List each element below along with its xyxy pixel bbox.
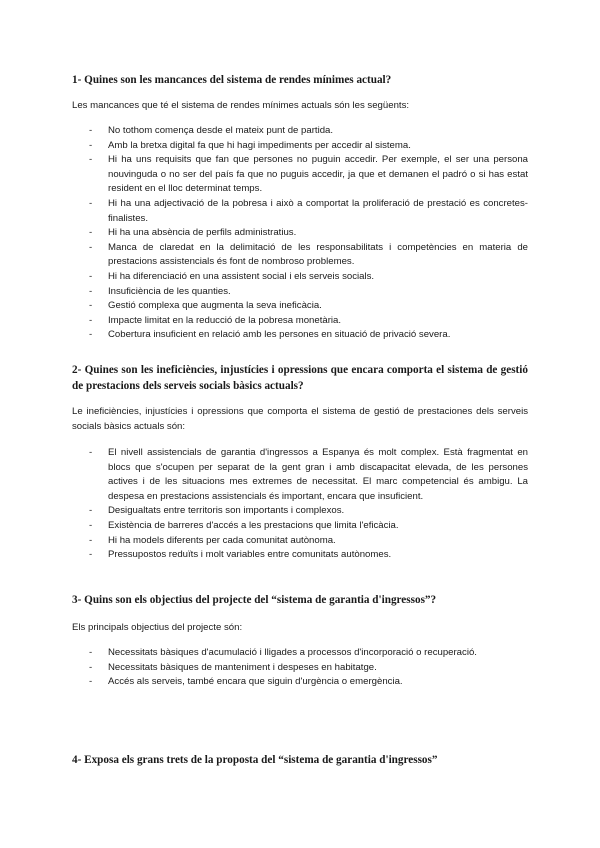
question-2-heading: 2- Quines son les ineficiències, injustícies i opressions que encara comporta el sistema de gestió de prestacions dels serveis socials bàsics actuals? xyxy=(72,364,528,392)
question-1-heading: 1- Quines son les mancances del sistema de rendes mínimes actual? xyxy=(72,74,392,86)
list-item: - Pressupostos reduïts i molt variables entre comunitats autònomes. xyxy=(89,549,392,561)
list-item: - Cobertura insuficient en relació amb les persones en situació de privació severa. xyxy=(89,329,451,341)
question-3-heading: 3- Quins son els objectius del projecte del “sistema de garantia d'ingressos”? xyxy=(72,594,437,606)
list-item: - Necessitats bàsiques de manteniment i despeses en habitatge. xyxy=(89,661,377,673)
list-item: - No tothom comença desde el mateix punt de partida. xyxy=(89,125,334,136)
list-item: - Amb la bretxa digital fa que hi hagi impediments per accedir al sistema. xyxy=(89,139,411,151)
list-item: - Accés als serveis, també encara que siguin d'urgència o emergència. xyxy=(89,676,403,688)
list-item: - Insuficiència de les quanties. xyxy=(89,285,231,297)
list-item: - Desigualtats entre territoris son importants i complexos. xyxy=(89,505,345,517)
section-2-intro: Le ineficiències, injustícies i opressions que comporta el sistema de gestió de prestaciones dels serveis socials bàsics actuals són: xyxy=(72,406,528,432)
list-item: - Hi ha una absència de perfils administratius. xyxy=(89,227,297,239)
section-3-intro: Els principals objectius del projecte són: xyxy=(72,622,243,633)
section-1-list xyxy=(72,124,528,343)
list-item: - El nivell assistencials de garantia d'ingressos a Espanya és molt complex. Està fragmentat en blocs que s'ocupen per separat de la gent gran i amb discapacitat elevada, de les persones actives i de les situacions mes extremes de necessitat. El marc competencial és ambigu. La despesa en prestacions assistencials és important, encara que insuficient. xyxy=(89,447,528,502)
list-item: - Hi ha diferenciació en una assistent social i els serveis socials. xyxy=(89,270,375,282)
list-item: - Hi ha uns requisits que fan que persones no puguin accedir. Per exemple, el ser una persona nouvinguda o no ser del país fa que no puguis accedir, ja que et demanen el padró o si has estat resident en el lloc determinat temps. xyxy=(89,154,528,195)
list-item: - Gestió complexa que augmenta la seva ineficàcia. xyxy=(89,300,322,312)
section-1-intro: Les mancances que té el sistema de rendes mínimes actuals són les següents: xyxy=(72,100,410,111)
list-item: - Hi ha models diferents per cada comunitat autònoma. xyxy=(89,534,336,546)
list-item: - Hi ha una adjectivació de la pobresa i això a comportat la proliferació de prestació es concretes-finalistes. xyxy=(89,197,528,224)
list-item: - Necessitats bàsiques d'acumulació i lligades a processos d'incorporació o recuperació. xyxy=(89,647,477,658)
list-item: - Existència de barreres d'accés a les prestacions que limita l'eficàcia. xyxy=(89,519,399,531)
list-item: - Manca de claredat en la delimitació de les responsabilitats i competències en materia de prestacions assistencials és font de nombroso problemes. xyxy=(89,241,528,268)
question-4-heading: 4- Exposa els grans trets de la proposta del “sistema de garantia d'ingressos” xyxy=(72,754,438,766)
section-3-list xyxy=(72,646,528,690)
section-2-list xyxy=(72,446,528,563)
list-item: - Impacte limitat en la reducció de la pobresa monetària. xyxy=(89,314,342,326)
